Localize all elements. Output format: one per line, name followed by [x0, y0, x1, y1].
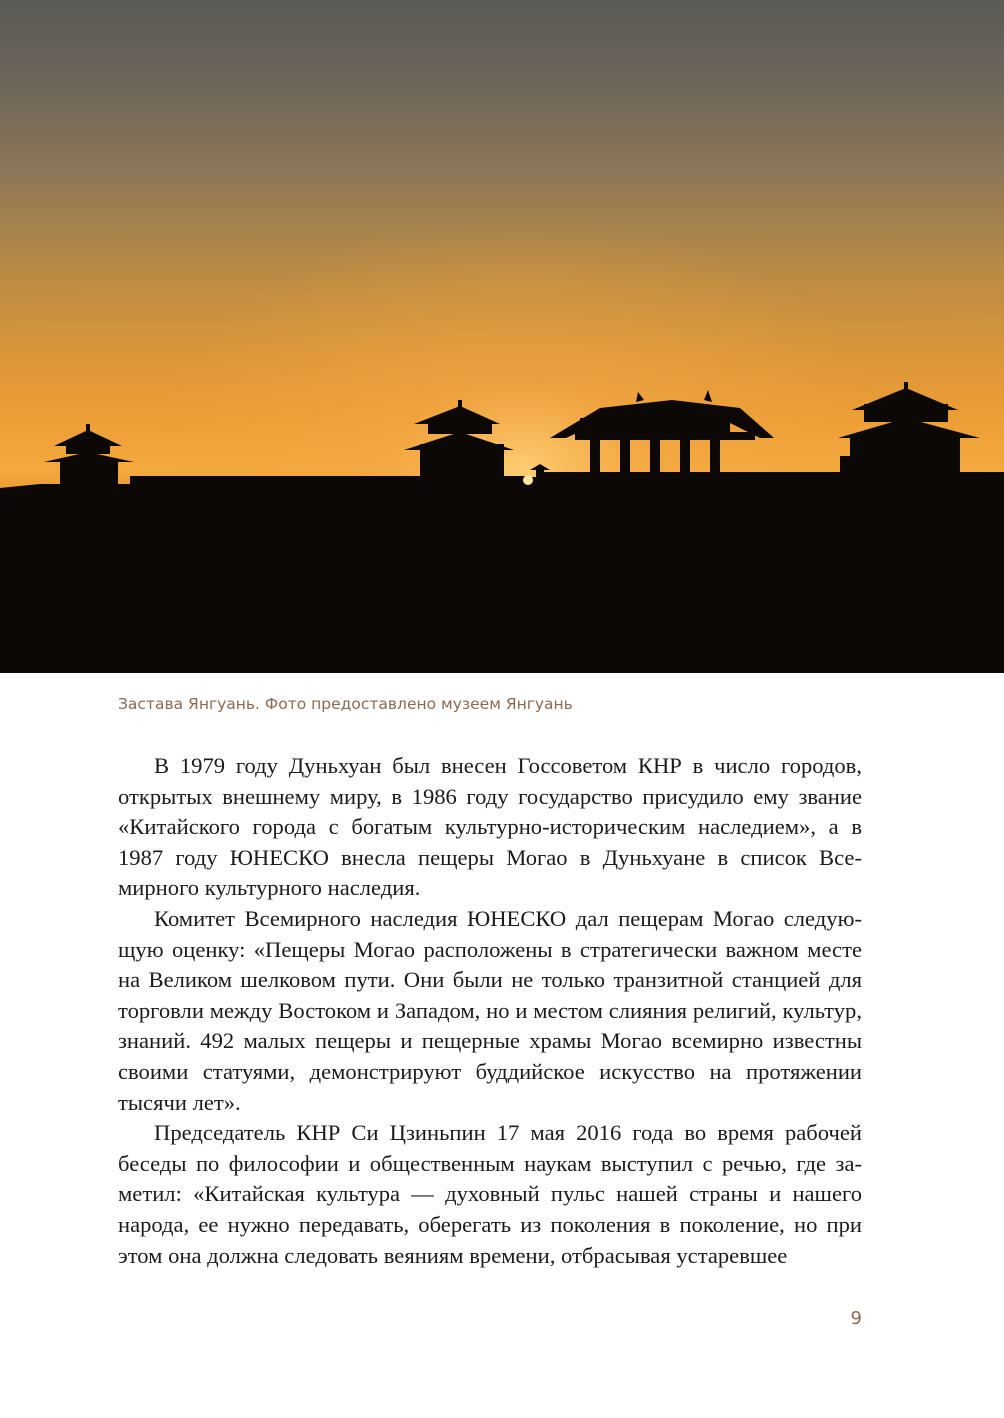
paragraph: В 1979 году Дуньхуан был внесен Госсоветом КНР в число городов, открытых внешнему миру, в 1986 году государство присудило ему звание «Китайского города с богатым культурно-историческим наследием», а в 1987 году ЮНЕСКО внесла пещеры Могао в Дуньхуане в список Всемирного культурного наследия.	[118, 753, 862, 901]
paragraph: Комитет Всемирного наследия ЮНЕСКО дал пещерам Могао следующую оценку: «Пещеры Могао расположены в стратегически важном месте на Великом шелковом пути. Они были не только транзитной станцией для торговли между Востоком и Западом, но и местом слияния религий, культур, знаний. 492 малых пещеры и пещерные храмы Могао всемирно известны своими статуями, демонстрируют буддийское искусство на протяжении тысячи лет».	[118, 905, 862, 1115]
body-text	[118, 751, 862, 1271]
page-number: 9	[850, 1308, 862, 1329]
sunset-fortress-photo	[0, 0, 1004, 673]
paragraph: Председатель КНР Си Цзиньпин 17 мая 2016 года во время рабочей беседы по философии и общественным наукам выступил с речью, где заметил: «Китайская культура — духовный пульс нашей страны и нашего народа, ее нужно передавать, оберегать из поколения в поколение, но при этом она должна следовать веяниям времени, отбрасывая устаревшее	[118, 1120, 862, 1268]
photo-caption: Застава Янгуань. Фото предоставлено музеем Янгуань	[118, 695, 573, 713]
